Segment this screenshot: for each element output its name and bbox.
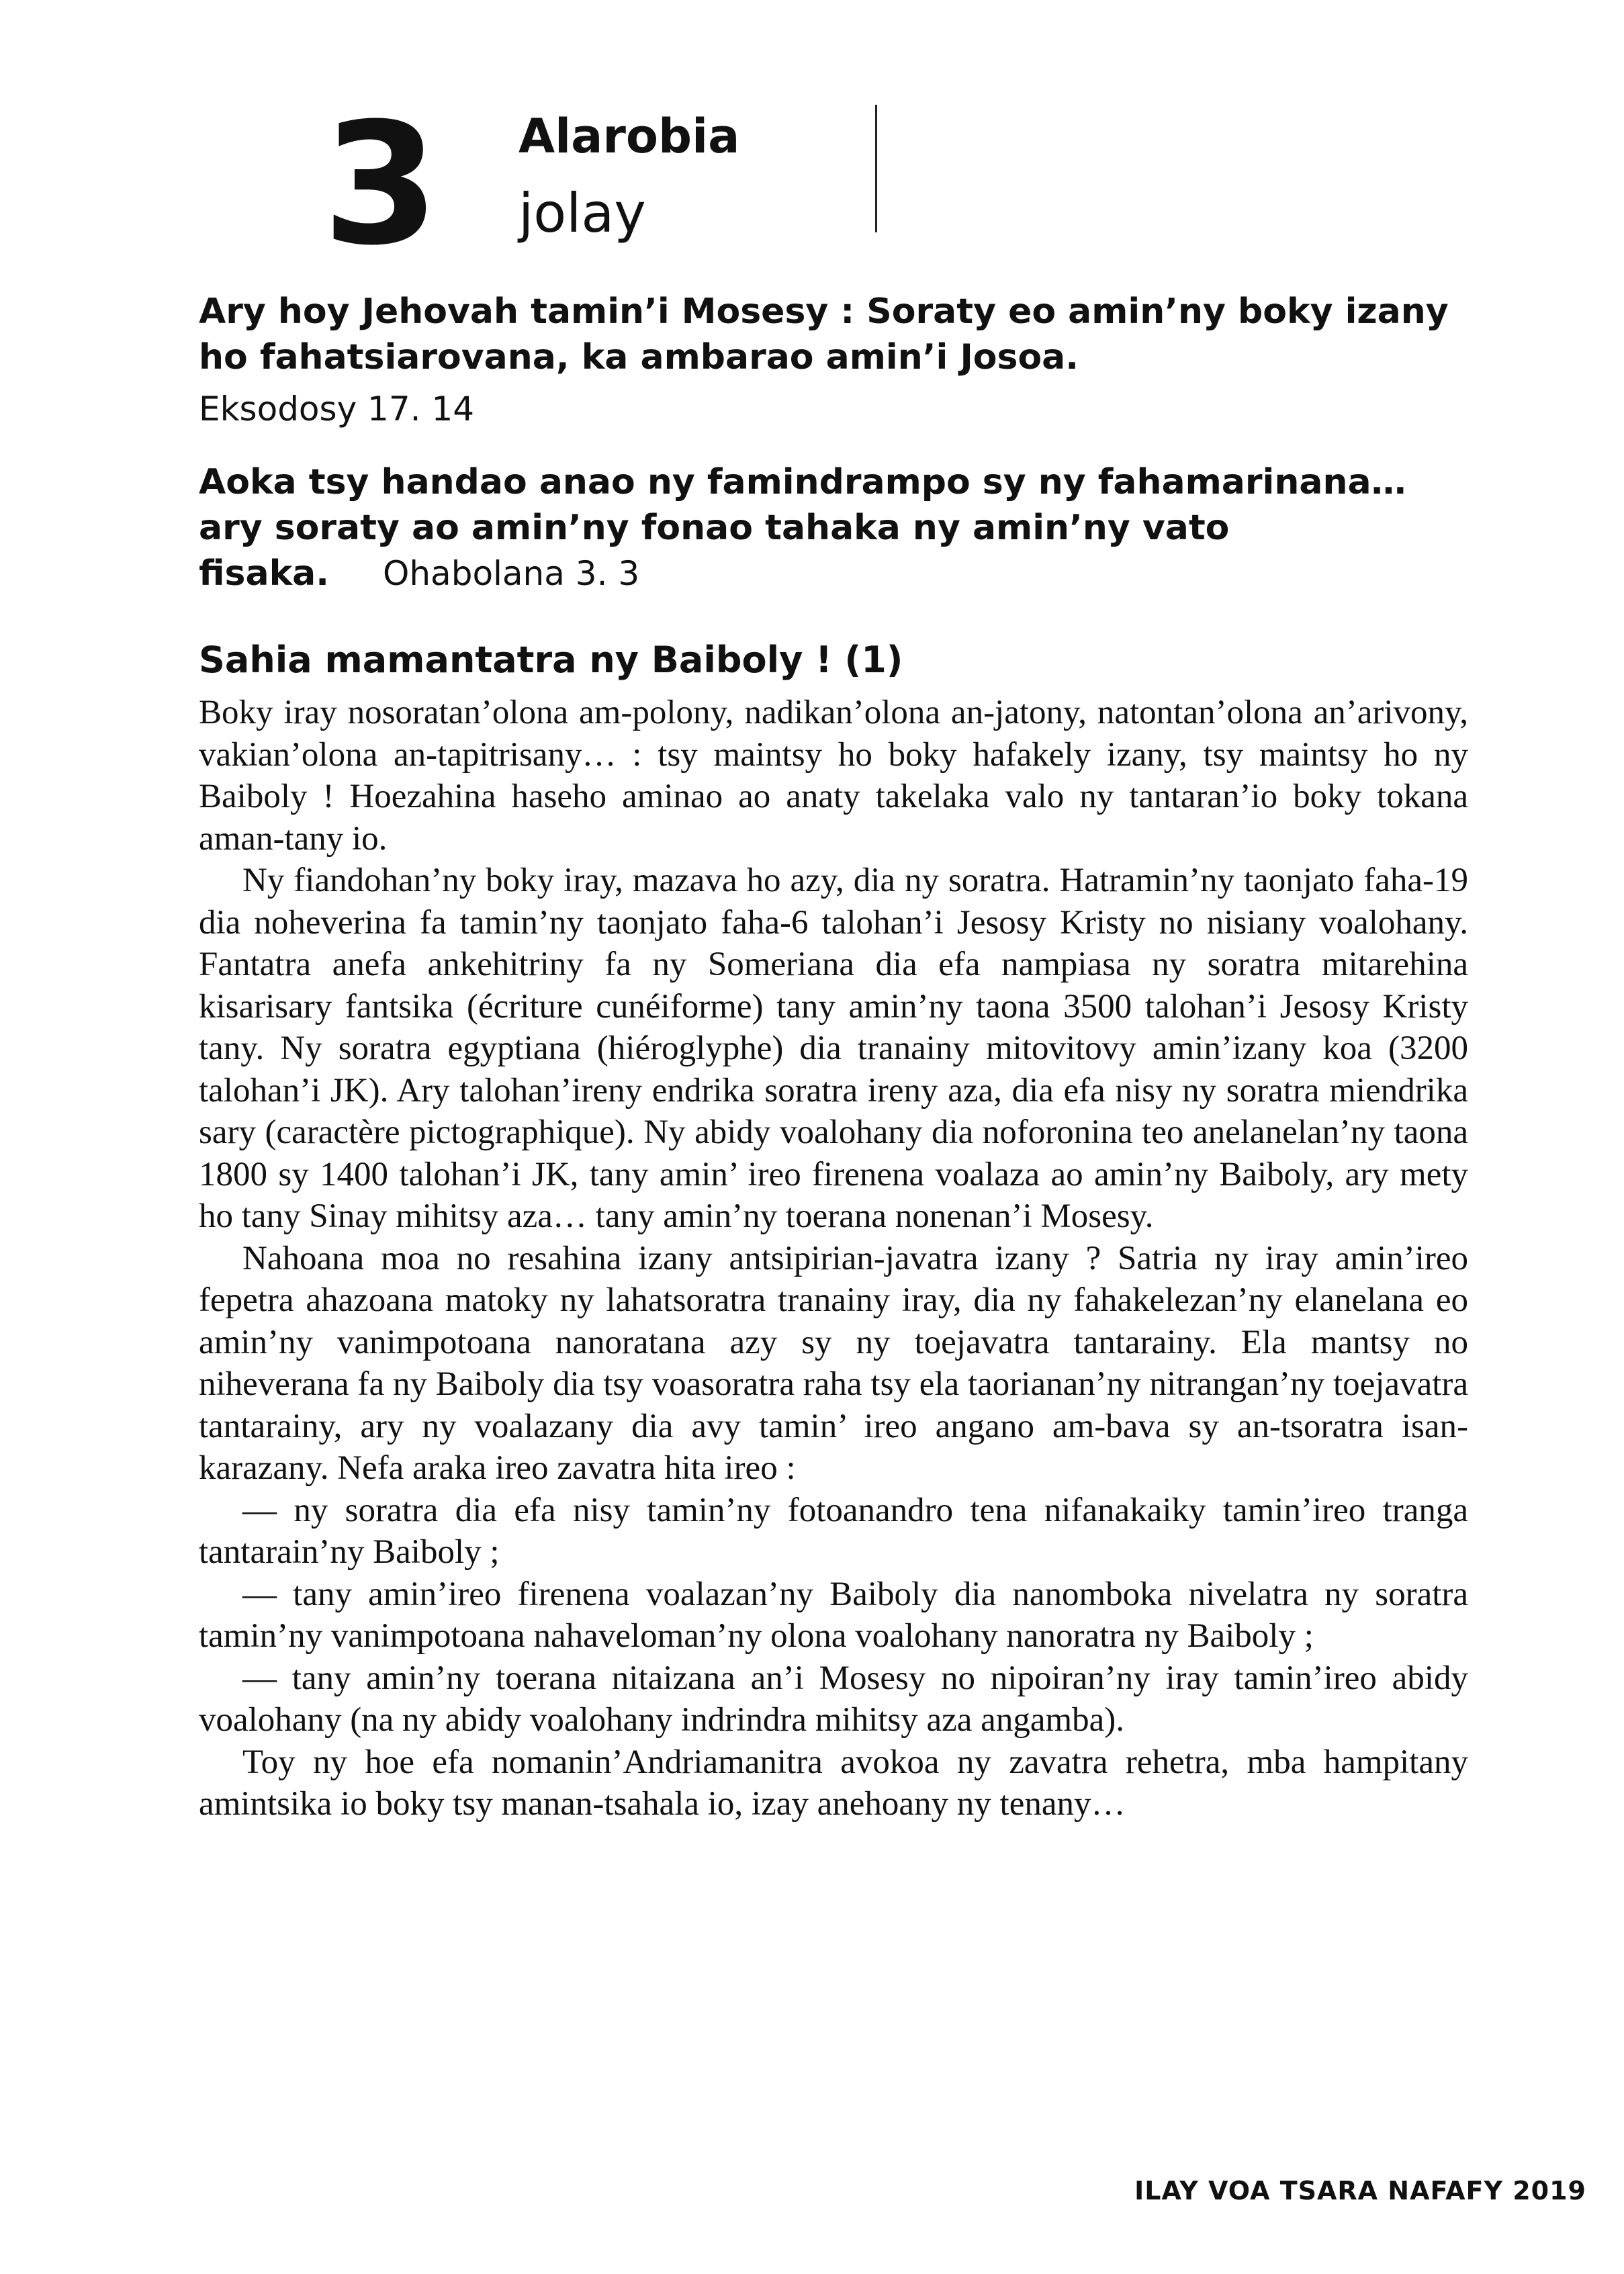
verse-1-reference: Eksodosy 17. 14 — [199, 390, 475, 428]
verse-1-text: Ary hoy Jehovah tamin’i Mosesy : Soraty eo amin’ny boky izany ho fahatsiarovana, ka ambarao amin’i Josoa. — [199, 291, 1449, 377]
paragraph: Ny fiandohan’ny boky iray, mazava ho azy, dia ny soratra. Hatramin’ny taonjato faha-19 dia noheverina fa tamin’ny taonjato faha-6 talohan’i Jesosy Kristy no nisiany voalohany. Fantatra anefa ankehitriny fa ny Someriana dia efa nampiasa ny soratra mitarehina kisarisary fantsika (écriture cunéiforme) tany amin’ny taona 3500 talohan’i Jesosy Kristy tany. Ny soratra egyptiana (hiéroglyphe) dia tranainy mitovitovy amin’izany koa (3200 talohan’i JK). Ary talohan’ireny endrika soratra ireny aza, dia efa nisy ny soratra miendrika sary (caractère pictographique). Ny abidy voalohany dia noforonina teo anelanelan’ny taona 1800 sy 1400 talohan’i JK, tany amin’ ireo firenena voalaza ao amin’ny Baiboly, ary mety ho tany Sinay mihitsy aza… tany amin’ny toerana nonenan’i Mosesy. — [199, 862, 1468, 1235]
verse-2-text: Aoka tsy handao anao ny famindrampo sy ny fahamarinana… ary soraty ao amin’ny fonao tahaka ny amin’ny vato fisaka. — [199, 462, 1406, 594]
list-item: — tany amin’ireo firenena voalazan’ny Baiboly dia nanomboka nivelatra ny soratra tamin’ny vanimpotoana nahaveloman’ny olona voalohany nanoratra ny Baiboly ; — [199, 1575, 1468, 1655]
paragraph: Toy ny hoe efa nomanin’Andriamanitra avokoa ny zavatra rehetra, mba hampitany amintsika io boky tsy manan-tsahala io, izay anehoany ny tenany… — [199, 1743, 1468, 1823]
weekday-label: Alarobia — [518, 109, 740, 164]
header-divider — [875, 105, 877, 232]
article-body — [199, 692, 1468, 1825]
paragraph: Nahoana moa no resahina izany antsipirian-javatra izany ? Satria ny iray amin’ireo fepetra ahazoana matoky ny lahatsoratra tranainy iray, dia ny fahakelezan’ny elanelana eo amin’ny vanimpotoana nanoratana azy sy ny toejavatra tantarainy. Ela mantsy no niheverana fa ny Baiboly dia tsy voasoratra raha tsy ela taorianan’ny nitrangan’ny toejavatra tantarainy, ary ny voalazany dia avy tamin’ ireo angano am-bava sy an-tsoratra isan-karazany. Nefa araka ireo zavatra hita ireo : — [199, 1239, 1468, 1487]
month-label: jolay — [518, 182, 646, 244]
list-item: — ny soratra dia efa nisy tamin’ny fotoanandro tena nifanakaiky tamin’ireo tranga tantarain’ny Baiboly ; — [199, 1491, 1468, 1571]
date-number: 3 — [322, 87, 434, 282]
footer-publication: ILAY VOA TSARA NAFAFY 2019 — [1134, 2176, 1586, 2205]
list-item: — tany amin’ny toerana nitaizana an’i Mosesy no nipoiran’ny iray tamin’ireo abidy voalohany (na ny abidy voalohany indrindra mihitsy aza angamba). — [199, 1659, 1468, 1739]
verse-1 — [199, 289, 1468, 380]
verse-2-reference: Ohabolana 3. 3 — [383, 554, 640, 593]
paragraph: Boky iray nosoratan’olona am-polony, nadikan’olona an-jatony, natontan’olona an’arivony, vakian’olona an-tapitrisany… : tsy maintsy ho boky hafakely izany, tsy maintsy ho ny Baiboly ! Hoezahina haseho aminao ao anaty takelaka valo ny tantaran’io boky tokana aman-tany io. — [199, 694, 1468, 858]
article-title: Sahia mamantatra ny Baiboly ! (1) — [199, 639, 903, 681]
verse-2 — [199, 459, 1468, 596]
